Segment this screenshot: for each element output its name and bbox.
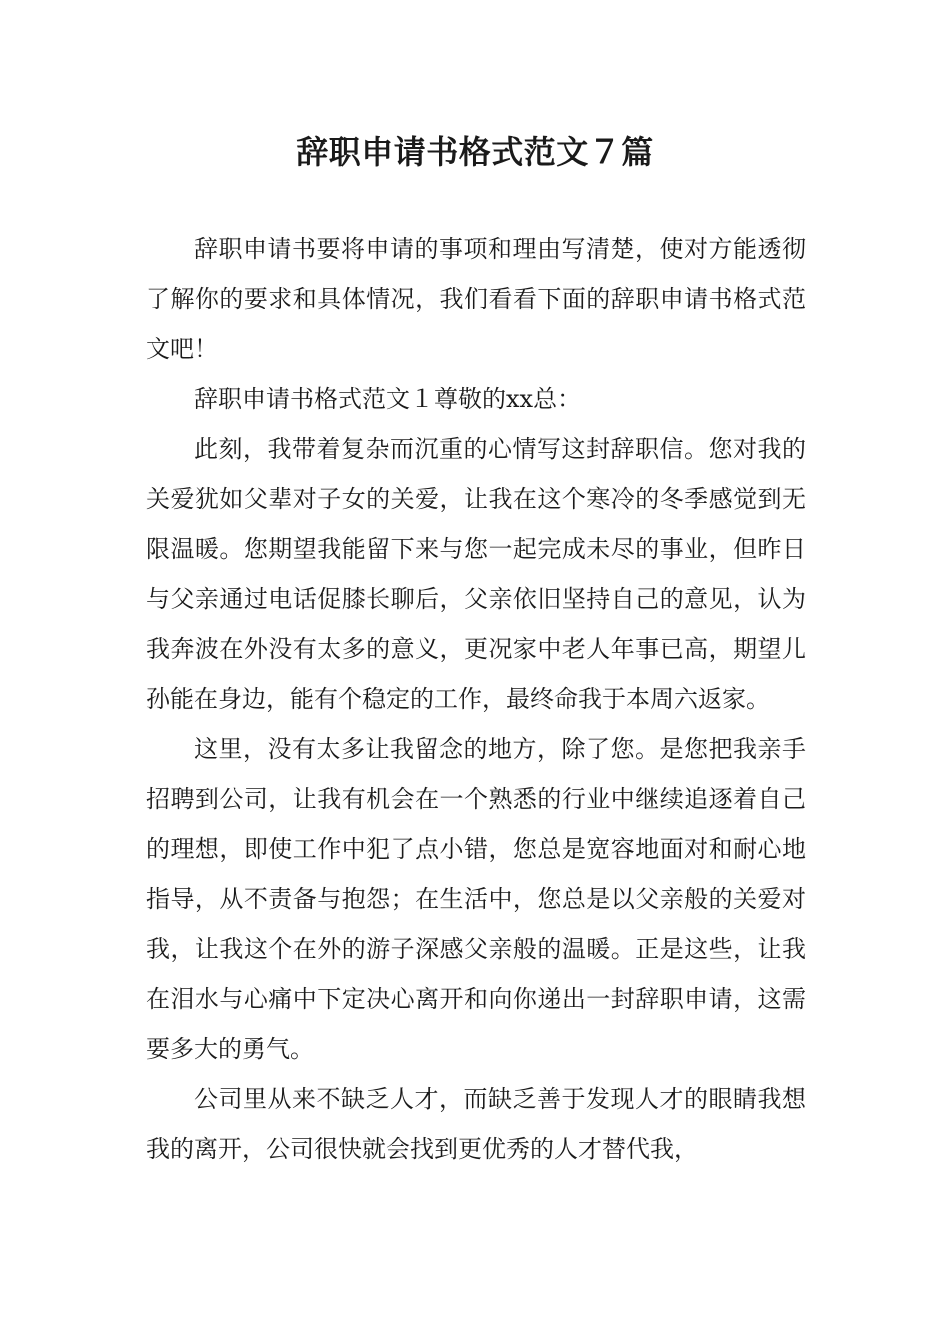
paragraph-intro: 辞职申请书要将申请的事项和理由写清楚，使对方能透彻了解你的要求和具体情况，我们看看下面的辞职申请书格式范文吧！ [146, 235, 806, 363]
paragraph-body-3: 公司里从来不缺乏人才，而缺乏善于发现人才的眼睛我想我的离开，公司很快就会找到更优秀的人才替代我， [146, 1085, 806, 1163]
paragraph-body-2: 这里，没有太多让我留念的地方，除了您。是您把我亲手招聘到公司，让我有机会在一个熟悉的行业中继续追逐着自己的理想，即使工作中犯了点小错，您总是宽容地面对和耐心地指导，从不责备与抱怨；在生活中，您总是以父亲般的关爱对我，让我这个在外的游子深感父亲般的温暖。正是这些，让我在泪水与心痛中下定决心离开和向你递出一封辞职申请，这需要多大的勇气。 [146, 735, 806, 1063]
document-title: 辞职申请书格式范文７篇 [296, 133, 654, 171]
paragraph-body-1: 此刻，我带着复杂而沉重的心情写这封辞职信。您对我的关爱犹如父辈对子女的关爱，让我在这个寒冷的冬季感觉到无限温暖。您期望我能留下来与您一起完成未尽的事业，但昨日与父亲通过电话促膝长聊后，父亲依旧坚持自己的意见，认为我奔波在外没有太多的意义，更况家中老人年事已高，期望儿孙能在身边，能有个稳定的工作，最终命我于本周六返家。 [146, 435, 806, 713]
document-body [146, 224, 806, 1174]
paragraph-salutation: 辞职申请书格式范文１尊敬的xx总： [194, 385, 582, 413]
